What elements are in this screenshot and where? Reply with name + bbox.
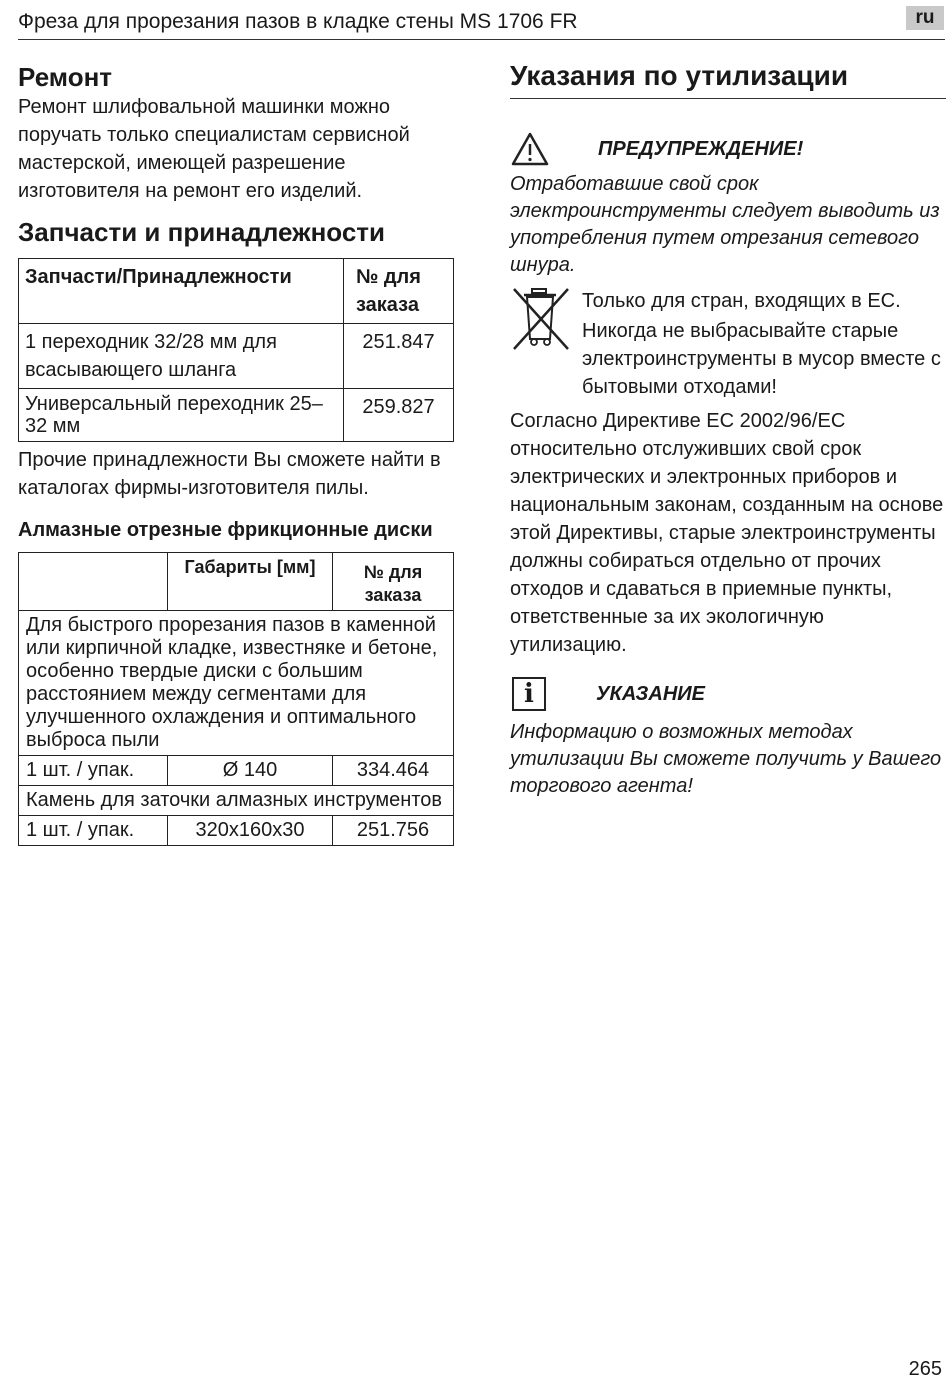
disposal-heading: Указания по утилизации [510, 60, 946, 99]
eu-never-throw-text: Никогда не выбрасывайте старые электроинструменты в мусор вместе с бытовыми отходами! [582, 320, 941, 398]
discs-cell-pack: 1 шт. / упак. [19, 756, 168, 786]
discs-cell-order: 334.464 [333, 756, 454, 786]
discs-col-header-blank [19, 553, 168, 611]
table-row [19, 786, 454, 816]
table-row [19, 389, 454, 442]
discs-table [18, 552, 454, 846]
parts-col-header-order: № для заказа [344, 259, 454, 324]
right-column [510, 56, 946, 800]
repair-text: Ремонт шлифовальной машинки можно поручать только специалистам сервисной мастерской, имеющей разрешение изготовителя на ремонт его изделий. [18, 96, 410, 202]
eu-disposal-block [510, 287, 946, 401]
parts-cell-name: Универсальный переходник 25–32 мм [19, 389, 344, 442]
header-divider [18, 39, 945, 40]
parts-col-header-name: Запчасти/Принадлежности [19, 259, 344, 324]
warning-triangle-icon [510, 131, 550, 167]
parts-heading: Запчасти и принадлежности [18, 217, 385, 247]
discs-description-cell: Камень для заточки алмазных инструментов [19, 786, 454, 816]
eu-only-text: Только для стран, входящих в ЕС. [582, 290, 901, 312]
discs-cell-size: Ø 140 [168, 756, 333, 786]
warning-text: Отработавшие свой срок электроинструменты следует выводить из употребления путем отрезания сетевого шнура. [510, 173, 940, 276]
directive-text: Согласно Директиве ЕС 2002/96/ЕС относительно отслуживших свой срок электрических и электронных приборов и национальным законам, созданным на основе этой Директивы, старые электроинструменты должны собираться отдельно от прочих отходов и сдаваться в приемные пункты, ответственные за их экологичную утилизацию. [510, 410, 944, 656]
crossed-bin-icon [510, 287, 572, 351]
discs-table-header-row [19, 553, 454, 611]
parts-cell-order: 259.827 [344, 389, 454, 442]
repair-heading: Ремонт [18, 62, 113, 92]
discs-cell-pack: 1 шт. / упак. [19, 816, 168, 846]
language-badge: ru [906, 6, 944, 30]
discs-cell-order: 251.756 [333, 816, 454, 846]
table-row [19, 324, 454, 389]
page-number: 265 [908, 1358, 942, 1380]
parts-cell-order: 251.847 [344, 324, 454, 389]
left-column [18, 56, 454, 846]
note-title: УКАЗАНИЕ [596, 682, 705, 705]
info-icon: i [512, 677, 546, 711]
page-header-title: Фреза для прорезания пазов в кладке стены MS 1706 FR [18, 10, 578, 33]
parts-table-header-row [19, 259, 454, 324]
discs-col-header-size: Габариты [мм] [168, 553, 333, 611]
note-text: Информацию о возможных методах утилизации Вы сможете получить у Вашего торгового агента! [510, 721, 942, 797]
discs-heading: Алмазные отрезные фрикционные диски [18, 519, 433, 541]
table-row [19, 756, 454, 786]
info-notice [510, 677, 946, 711]
parts-cell-name: 1 переходник 32/28 мм для всасывающего шланга [19, 324, 344, 389]
discs-cell-size: 320x160x30 [168, 816, 333, 846]
parts-table [18, 258, 454, 442]
discs-col-header-order: № для заказа [333, 553, 454, 611]
warning-title: ПРЕДУПРЕЖДЕНИЕ! [598, 137, 804, 160]
table-row [19, 816, 454, 846]
warning-notice [510, 131, 946, 167]
discs-description-cell: Для быстрого прорезания пазов в каменной или кирпичной кладке, известняке и бетоне, особенно твердые диски с большим расстоянием между сегментами для улучшенного охлаждения и оптимального выброса пыли [19, 611, 454, 756]
other-accessories-text: Прочие принадлежности Вы сможете найти в каталогах фирмы-изготовителя пилы. [18, 449, 441, 499]
table-row [19, 611, 454, 756]
